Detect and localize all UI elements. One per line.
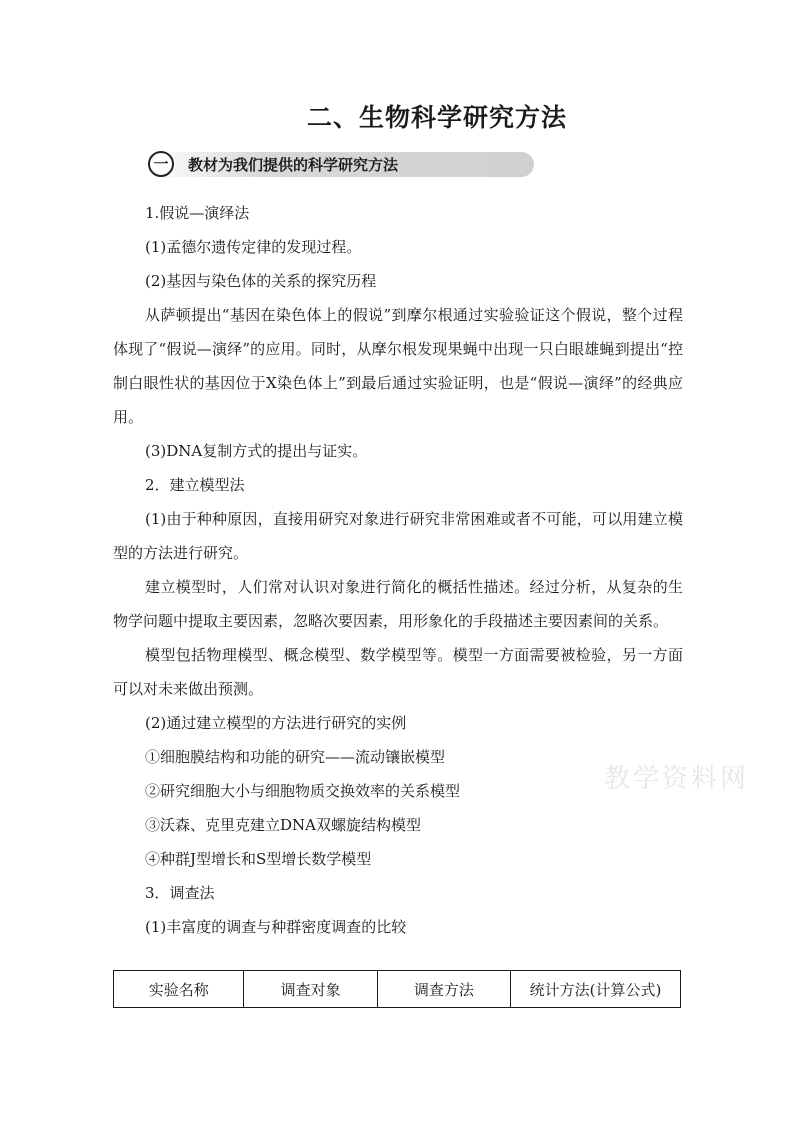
paragraph: 从萨顿提出“基因在染色体上的假说”到摩尔根通过实验验证这个假说，整个过程体现了“假说—演绎”的应用。同时，从摩尔根发现果蝇中出现一只白眼雄蝇到提出“控制白眼性状的基因位于X染色体上”到最后通过实验证明，也是“假说—演绎”的经典应用。 — [113, 306, 683, 426]
section-title: 教材为我们提供的科学研究方法 — [188, 156, 399, 174]
table-header-cell: 统计方法(计算公式) — [511, 971, 681, 1008]
page-title: 二、生物科学研究方法 — [306, 103, 567, 132]
list-item: (1)孟德尔遗传定律的发现过程。 — [145, 238, 362, 256]
list-item: ②研究细胞大小与细胞物质交换效率的关系模型 — [145, 782, 461, 800]
list-item: ③沃森、克里克建立DNA双螺旋结构模型 — [145, 816, 421, 834]
table-header-cell: 调查方法 — [377, 971, 510, 1008]
paragraph: (1)由于种种原因，直接用研究对象进行研究非常困难或者不可能，可以用建立模型的方法进行研究。 — [113, 510, 683, 562]
list-item: (2)基因与染色体的关系的探究历程 — [145, 272, 377, 290]
paragraph: 建立模型时，人们常对认识对象进行简化的概括性描述。经过分析，从复杂的生物学问题中提取主要因素，忽略次要因素，用形象化的手段描述主要因素间的关系。 — [113, 578, 683, 630]
list-item: (3)DNA复制方式的提出与证实。 — [145, 442, 368, 460]
section-banner — [148, 152, 534, 177]
list-item: ①细胞膜结构和功能的研究——流动镶嵌模型 — [145, 748, 446, 766]
list-item: ④种群J型增长和S型增长数学模型 — [145, 850, 372, 868]
paragraph: 模型包括物理模型、概念模型、数学模型等。模型一方面需要被检验，另一方面可以对未来做出预测。 — [113, 646, 683, 698]
table-header-cell: 调查对象 — [244, 971, 377, 1008]
heading-hypothesis-deduction: 1.假说—演绎法 — [145, 204, 250, 222]
table-header-cell: 实验名称 — [114, 971, 244, 1008]
body-content — [113, 196, 683, 944]
table-header-row — [114, 971, 681, 1008]
heading-survey-method: 3．调查法 — [145, 884, 215, 902]
section-number-badge: 一 — [148, 151, 174, 177]
comparison-table — [113, 970, 681, 1008]
watermark: 教学资料网 — [604, 764, 750, 794]
list-item: (1)丰富度的调查与种群密度调查的比较 — [145, 918, 407, 936]
list-item: (2)通过建立模型的方法进行研究的实例 — [145, 714, 407, 732]
heading-model-building: 2．建立模型法 — [145, 476, 245, 494]
